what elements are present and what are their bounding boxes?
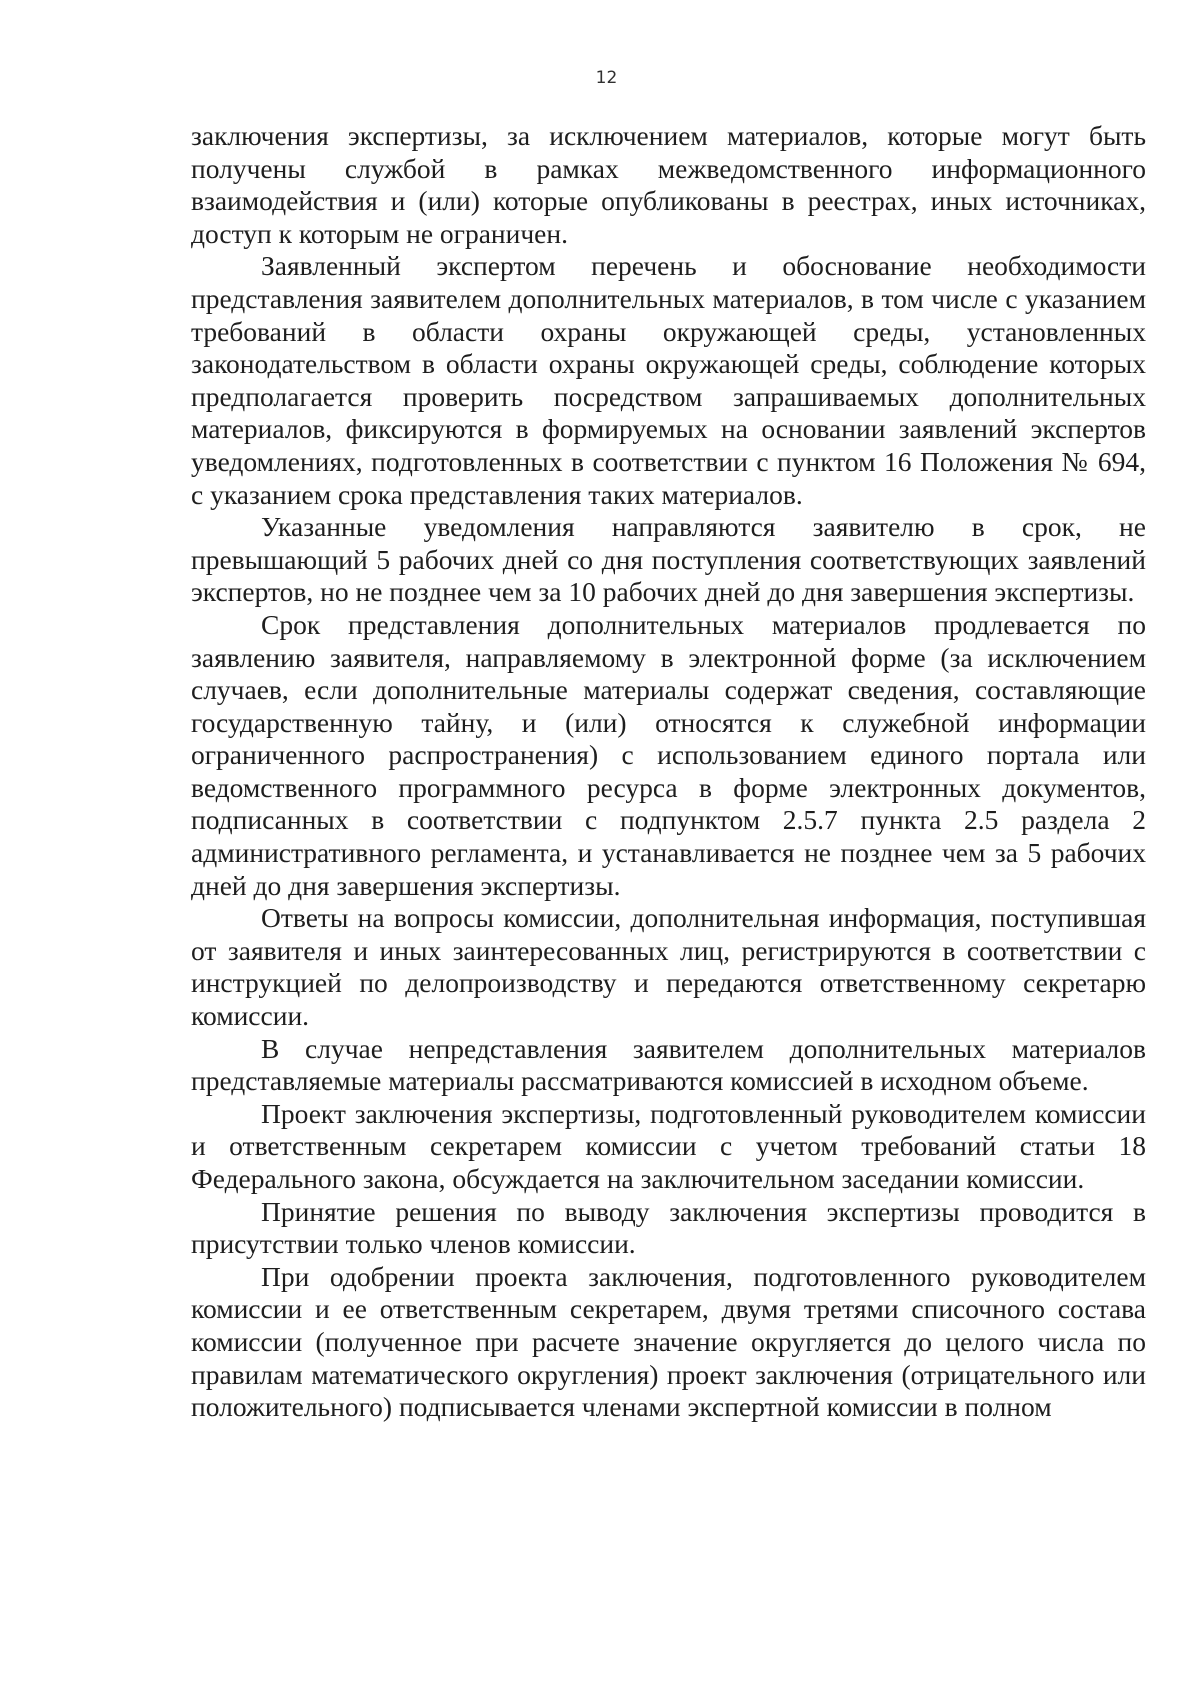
document-body xyxy=(191,120,1146,1424)
paragraph-notifications: Указанные уведомления направляются заявителю в срок, не превышающий 5 рабочих дней со дня поступления соответствующих заявлений экспертов, но не позднее чем за 10 рабочих дней до дня завершения экспертизы. xyxy=(191,511,1146,608)
paragraph-answers: Ответы на вопросы комиссии, дополнительная информация, поступившая от заявителя и иных заинтересованных лиц, регистрируются в соответствии с инструкцией по делопроизводству и передаются ответственному секретарю комиссии. xyxy=(191,902,1146,1032)
paragraph-decision: Принятие решения по выводу заключения экспертизы проводится в присутствии только членов комиссии. xyxy=(191,1195,1146,1260)
paragraph-approval: При одобрении проекта заключения, подготовленного руководителем комиссии и ее ответственным секретарем, двумя третями списочного состава комиссии (полученное при расчете значение округляется до целого числа по правилам математического округления) проект заключения (отрицательного или положительного) подписывается членами экспертной комиссии в полном xyxy=(191,1260,1146,1423)
paragraph-continuation: заключения экспертизы, за исключением материалов, которые могут быть получены службой в рамках межведомственного информационного взаимодействия и (или) которые опубликованы в реестрах, иных источниках, доступ к которым не ограничен. xyxy=(191,120,1146,249)
paragraph-draft-conclusion: Проект заключения экспертизы, подготовленный руководителем комиссии и ответственным секретарем комиссии с учетом требований статьи 18 Федерального закона, обсуждается на заключительном заседании комиссии. xyxy=(191,1097,1146,1194)
paragraph-expert-list: Заявленный экспертом перечень и обоснование необходимости представления заявителем дополнительных материалов, в том числе с указанием требований в области охраны окружающей среды, установленных законодательством в области охраны окружающей среды, соблюдение которых предполагается проверить посредством запрашиваемых дополнительных материалов, фиксируются в формируемых на основании заявлений экспертов уведомлениях, подготовленных в соответствии с пунктом 16 Положения № 694, с указанием срока представления таких материалов. xyxy=(191,250,1146,510)
paragraph-deadline-extension: Срок представления дополнительных материалов продлевается по заявлению заявителя, направляемому в электронной форме (за исключением случаев, если дополнительные материалы содержат сведения, составляющие государственную тайну, и (или) относятся к служебной информации ограниченного распространения) с использованием единого портала или ведомственного программного ресурса в форме электронных документов, подписанных в соответствии с подпунктом 2.5.7 пункта 2.5 раздела 2 административного регламента, и устанавливается не позднее чем за 5 рабочих дней до дня завершения экспертизы. xyxy=(191,608,1146,901)
page-number: 12 xyxy=(595,68,618,88)
paragraph-non-submission: В случае непредставления заявителем дополнительных материалов представляемые материалы рассматриваются комиссией в исходном объеме. xyxy=(191,1032,1146,1097)
